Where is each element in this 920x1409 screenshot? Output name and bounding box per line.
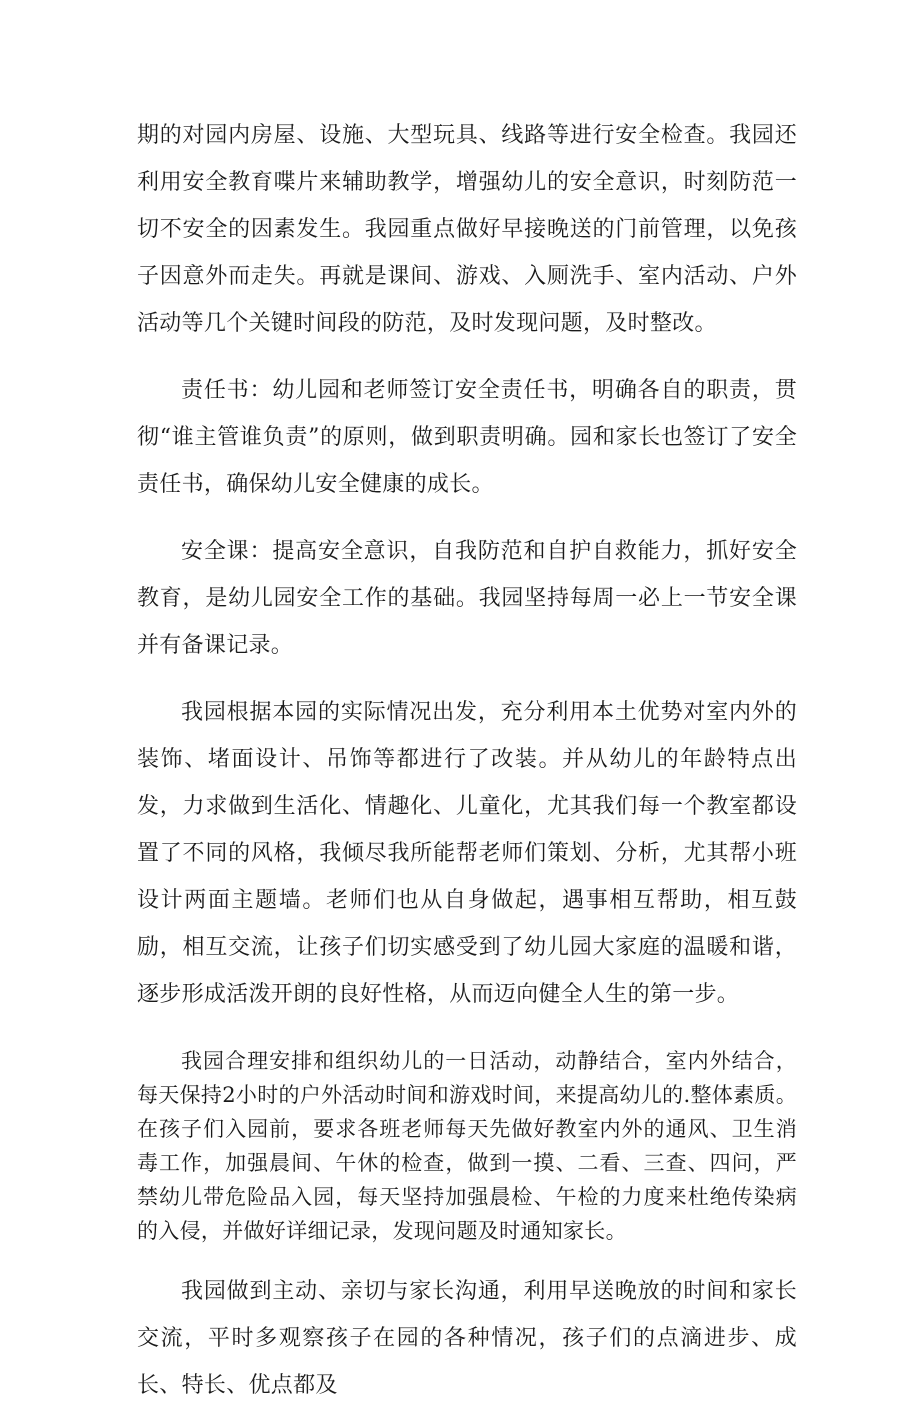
- paragraph-safety-class: 安全课：提高安全意识，自我防范和自护自救能力，抓好安全教育，是幼儿园安全工作的基础。我园坚持每周一必上一节安全课并有备课记录。: [137, 539, 797, 658]
- paragraph-parent-communication: 我园做到主动、亲切与家长沟通，利用早送晚放的时间和家长交流，平时多观察孩子在园的各种情况，孩子们的点滴进步、成长、特长、优点都及: [137, 1279, 797, 1398]
- paragraph-responsibility-letter: 责任书：幼儿园和老师签订安全责任书，明确各自的职责，贯彻“谁主管谁负责”的原则，做到职责明确。园和家长也签订了安全责任书，确保幼儿安全健康的成长。: [137, 378, 797, 497]
- document-body: [137, 112, 797, 1409]
- paragraph-safety-inspection: 期的对园内房屋、设施、大型玩具、线路等进行安全检查。我园还利用安全教育喋片来辅助教学，增强幼儿的安全意识，时刻防范一切不安全的因素发生。我园重点做好早接晚送的门前管理，以免孩子因意外而走失。再就是课间、游戏、入厕洗手、室内活动、户外活动等几个关键时间段的防范，及时发现问题，及时整改。: [137, 123, 797, 336]
- paragraph-environment-design: 我园根据本园的实际情况出发，充分利用本土优势对室内外的装饰、堵面设计、吊饰等都进行了改装。并从幼儿的年龄特点出发，力求做到生活化、情趣化、儿童化，尤其我们每一个教室都设置了不同的风格，我倾尽我所能帮老师们策划、分析，尤其帮小班设计两面主题墙。老师们也从自身做起，遇事相互帮助，相互鼓励，相互交流，让孩子们切实感受到了幼儿园大家庭的温暖和谐，逐步形成活泼开朗的良好性格，从而迈向健全人生的第一步。: [137, 700, 797, 1007]
- paragraph-daily-activities: 我园合理安排和组织幼儿的一日活动，动静结合，室内外结合，每天保持2小时的户外活动时间和游戏时间，来提高幼儿的.整体素质。在孩子们入园前，要求各班老师每天先做好教室内外的通风、卫生消毒工作，加强晨间、午休的检查，做到一摸、二看、三查、四问，严禁幼儿带危险品入园，每天坚持加强晨检、午检的力度来杜绝传染病的入侵，并做好详细记录，发现问题及时通知家长。: [137, 1049, 797, 1243]
